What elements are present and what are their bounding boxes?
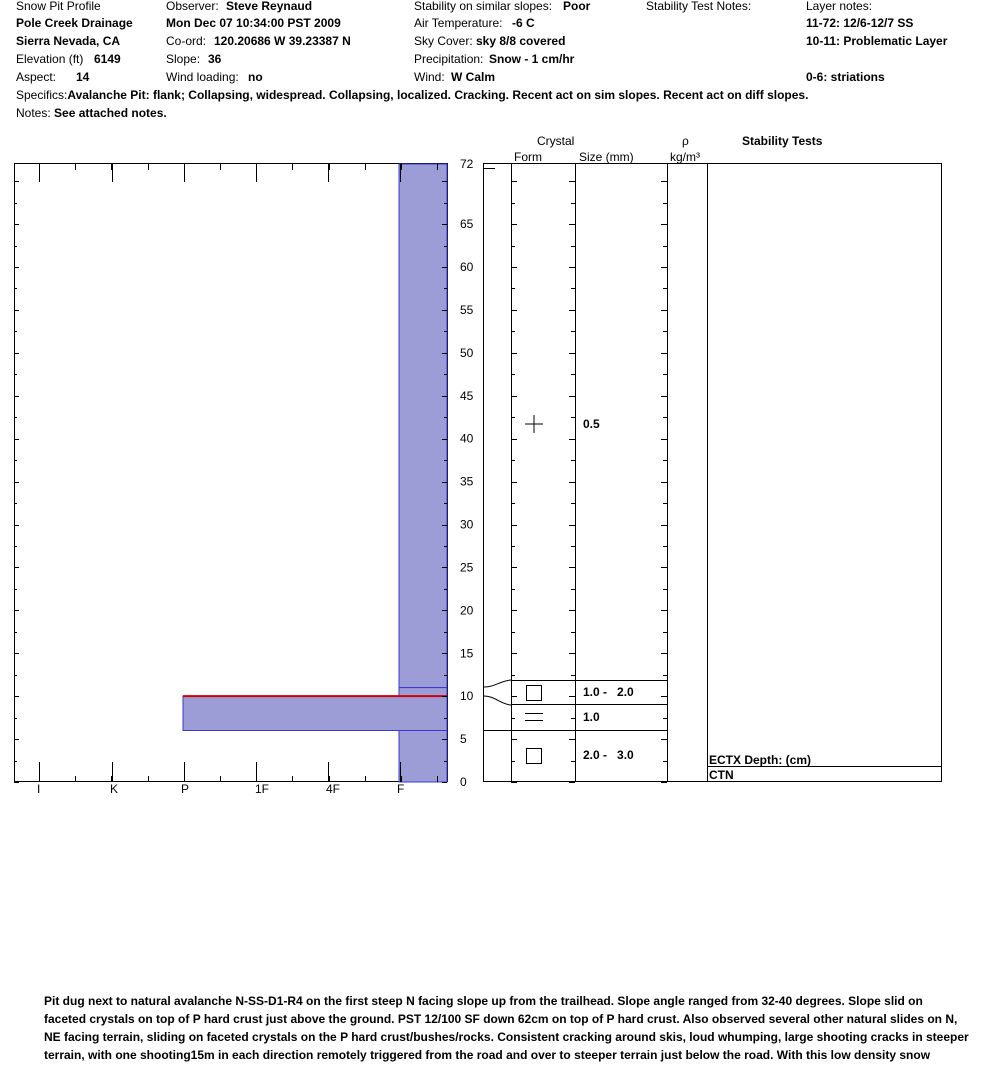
precip-value: Snow - 1 cm/hr bbox=[489, 52, 575, 66]
crystal-form-symbol bbox=[527, 749, 542, 764]
observer-value: Steve Reynaud bbox=[226, 0, 313, 13]
height-label: 30 bbox=[460, 517, 474, 532]
hardness-bar bbox=[399, 164, 447, 688]
density-symbol: ρ bbox=[682, 134, 689, 148]
size-header: Size (mm) bbox=[579, 150, 634, 164]
stability-test-entry: CTN bbox=[709, 768, 734, 782]
specifics-label: Specifics: bbox=[16, 88, 68, 102]
height-labels bbox=[460, 157, 474, 789]
slope-label: Slope: bbox=[166, 52, 201, 66]
height-label: 0 bbox=[460, 775, 467, 789]
crystal-size-label: 1.0 bbox=[583, 710, 600, 724]
hardness-category-label: P bbox=[181, 782, 190, 796]
location: Pole Creek Drainage bbox=[16, 16, 133, 30]
height-label: 72 bbox=[460, 157, 474, 171]
hardness-bar bbox=[399, 688, 447, 697]
height-label: 10 bbox=[460, 689, 474, 704]
hardness-layers bbox=[183, 164, 447, 782]
hardness-categories bbox=[37, 782, 404, 796]
layer-connector bbox=[484, 680, 511, 687]
layer-notes-label: Layer notes: bbox=[806, 0, 873, 13]
height-label: 5 bbox=[460, 732, 467, 747]
wind-value: W Calm bbox=[451, 70, 496, 84]
observer-label: Observer: bbox=[166, 0, 219, 13]
air-temp-value: -6 C bbox=[512, 16, 535, 30]
elevation-value: 6149 bbox=[94, 52, 121, 66]
hardness-category-label: F bbox=[397, 782, 405, 796]
specifics-value: Avalanche Pit: flank; Collapsing, widespread. Collapsing, localized. Cracking. Recent act on sim slopes. Recent act on diff slopes. bbox=[67, 88, 809, 102]
stability-notes-label: Stability Test Notes: bbox=[646, 0, 752, 13]
notes-value: See attached notes. bbox=[54, 106, 167, 120]
air-temp-label: Air Temperature: bbox=[414, 16, 503, 30]
layer-note: 0-6: striations bbox=[806, 70, 885, 84]
hardness-category-label: I bbox=[37, 782, 41, 796]
profile-title: Snow Pit Profile bbox=[16, 0, 101, 13]
height-label: 35 bbox=[460, 474, 474, 489]
notes-body: Pit dug next to natural avalanche N-SS-D1-R4 on the first steep N facing slope up from the trailhead. Slope angle ranged from 32-40 degrees. Slope slid on faceted crystals on top of P hard crust just above the ground. PST 12/100 SF down 62cm on top of P hard crust. Also observed several other natural slides on N, NE facing terrain, sliding on faceted crystals on the P hard crust/bushes/rocks. Consistent cracking around skis, loud whumping, large shooting cracks in steeper terrain, with one shooting15m in each direction remotely triggered from the road and over to steeper terrain just below the road. With this low density snow bbox=[44, 994, 969, 1062]
stability-tests-header: Stability Tests bbox=[742, 134, 823, 148]
crystal-form-symbol bbox=[527, 686, 542, 701]
height-label: 15 bbox=[460, 646, 474, 661]
height-label: 55 bbox=[460, 302, 474, 317]
region: Sierra Nevada, CA bbox=[16, 34, 121, 48]
sky-label: Sky Cover: bbox=[414, 34, 473, 48]
wind-loading-value: no bbox=[248, 70, 263, 84]
height-label: 65 bbox=[460, 217, 474, 232]
form-header: Form bbox=[514, 150, 542, 164]
sky-value: sky 8/8 covered bbox=[476, 34, 566, 48]
stability-similar-label: Stability on similar slopes: bbox=[414, 0, 553, 13]
wind-loading-label: Wind loading: bbox=[166, 70, 239, 84]
height-label: 25 bbox=[460, 560, 474, 575]
crystal-size-label: 0.5 bbox=[583, 417, 600, 431]
height-label: 60 bbox=[460, 260, 474, 274]
layer-table-frame bbox=[484, 164, 942, 782]
stability-test-entry: ECTX Depth: (cm) bbox=[709, 753, 811, 767]
hardness-ticks bbox=[14, 164, 447, 783]
height-label: 50 bbox=[460, 345, 474, 360]
notes-label: Notes: bbox=[16, 106, 51, 120]
elevation-label: Elevation (ft) bbox=[16, 52, 84, 66]
layer-note: 11-72: 12/6-12/7 SS bbox=[806, 16, 914, 30]
precip-label: Precipitation: bbox=[414, 52, 484, 66]
stability-similar-value: Poor bbox=[563, 0, 591, 13]
datetime: Mon Dec 07 10:34:00 PST 2009 bbox=[166, 16, 341, 30]
coord-value: 120.20686 W 39.23387 N bbox=[214, 34, 351, 48]
coord-label: Co-ord: bbox=[166, 34, 207, 48]
slope-value: 36 bbox=[208, 52, 222, 66]
aspect-label: Aspect: bbox=[16, 70, 57, 84]
hardness-category-label: 4F bbox=[326, 782, 341, 796]
hardness-bar bbox=[399, 731, 447, 783]
density-unit: kg/m³ bbox=[670, 150, 700, 164]
wind-label: Wind: bbox=[414, 70, 445, 84]
crystal-size-label: 2.0 - 3.0 bbox=[583, 748, 634, 762]
hardness-frame bbox=[15, 164, 448, 782]
hardness-category-label: K bbox=[110, 782, 119, 796]
crystal-size-label: 1.0 - 2.0 bbox=[583, 685, 634, 699]
crystal-header: Crystal bbox=[537, 134, 575, 148]
layer-connector bbox=[484, 696, 511, 705]
hardness-category-label: 1F bbox=[255, 782, 270, 796]
layer-note: 10-11: Problematic Layer bbox=[806, 34, 948, 48]
height-label: 45 bbox=[460, 388, 474, 403]
aspect-value: 14 bbox=[76, 70, 90, 84]
hardness-bar bbox=[183, 696, 447, 730]
height-label: 20 bbox=[460, 603, 474, 618]
height-label: 40 bbox=[460, 431, 474, 446]
